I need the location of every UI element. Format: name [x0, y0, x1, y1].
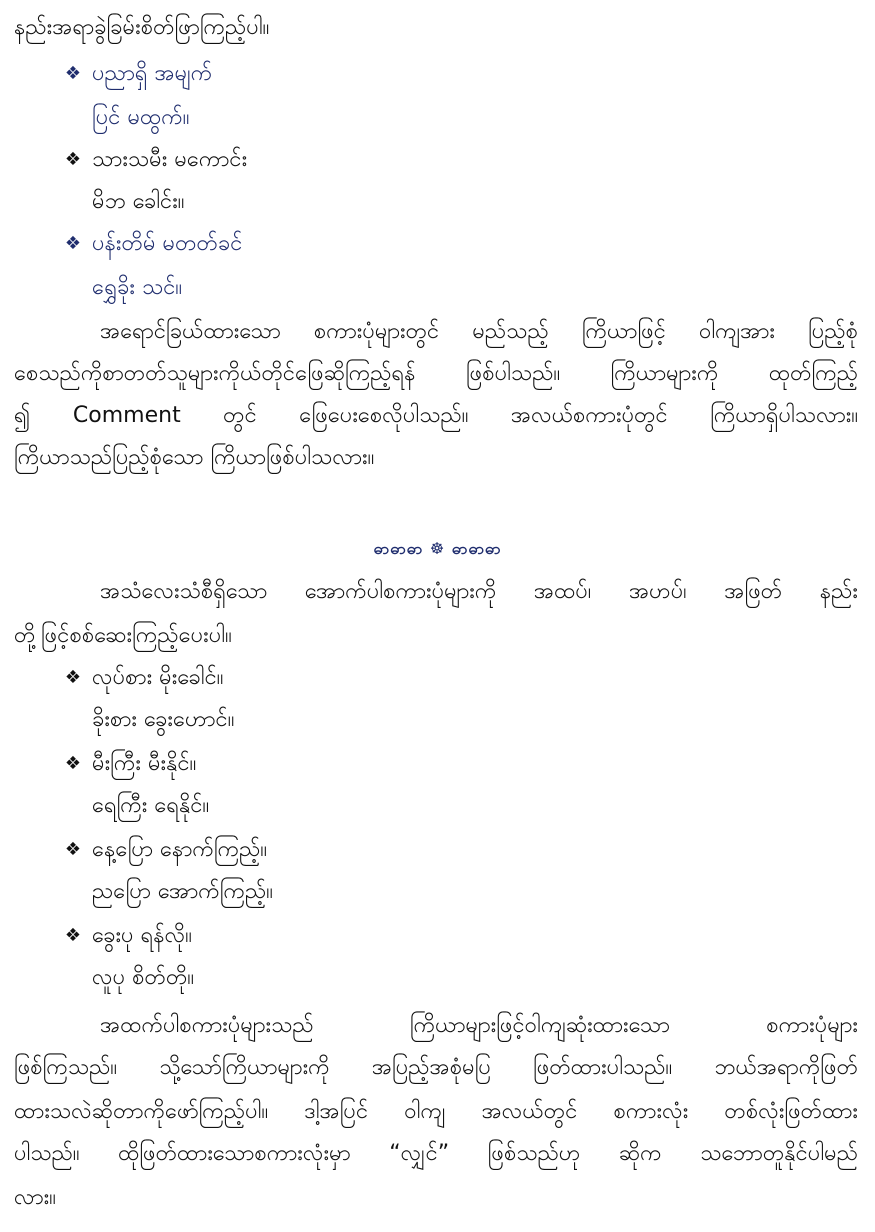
proverb-line: ခွေးပု ရန်လို။: [92, 923, 192, 948]
bullet-icon: ❖: [64, 839, 82, 860]
paragraph-line: ဖြစ်ကြသည်။ သို့သော်ကြိယာများကို အပြည့်အစုံမပြ ဖြတ်ထားပါသည်။ ဘယ်အရာကိုဖြတ်: [14, 1055, 858, 1080]
proverb-line: လုပ်စား မိုးခေါင်။: [92, 665, 224, 690]
bullet-icon: ❖: [64, 149, 82, 170]
proverb-line: ပညာရှိ အမျက်: [92, 61, 213, 86]
bullet-icon: ❖: [64, 753, 82, 774]
bullet-icon: ❖: [64, 233, 82, 254]
paragraph-line: ၍ Comment တွင် ဖြေပေးစေလိုပါသည်။ အလယ်စကားပုံတွင် ကြိယာရှိပါသလား။: [14, 403, 858, 428]
proverb-line: မီးကြီး မီးနိုင်။: [92, 751, 197, 776]
proverb-line: ညပြော အောက်ကြည့်။: [92, 879, 273, 904]
intro-line: နည်းအရာခွဲခြမ်းစိတ်ဖြာကြည့်ပါ။: [14, 15, 270, 40]
proverb-line: သားသမီး မကောင်း: [92, 147, 248, 172]
paragraph-line: တို့ဖြင့်စစ်ဆေးကြည့်ပေးပါ။: [14, 623, 232, 648]
proverb-line: ရွှေခိုး သင်။: [92, 275, 183, 300]
proverb-line: လူပု စိတ်တို။: [92, 965, 195, 990]
proverb-line: ပန်းတိမ် မတတ်ခင်: [92, 231, 243, 256]
paragraph-line: အထက်ပါစကားပုံများသည် ကြိယာများဖြင့်ဝါကျဆုံးထားသော စကားပုံများ: [100, 1013, 858, 1038]
bullet-icon: ❖: [64, 63, 82, 84]
proverb-line: မိဘ ခေါင်း။: [92, 189, 185, 214]
bullet-icon: ❖: [64, 925, 82, 946]
paragraph-line: အသံလေးသံစီရှိသော အောက်ပါစကားပုံများကို အထပ်၊ အဟပ်၊ အဖြတ် နည်း: [100, 579, 858, 604]
paragraph-line: ကြိယာသည်ပြည့်စုံသော ကြိယာဖြစ်ပါသလား။: [14, 445, 375, 470]
paragraph-line: အရောင်ခြယ်ထားသော စကားပုံများတွင် မည်သည့် ကြိယာဖြင့် ဝါကျအား ပြည့်စုံ: [100, 319, 858, 344]
proverb-line: ရေကြီး ရေနိုင်။: [92, 793, 210, 818]
section-divider-heading: ဓာဓာဓာ ☸ ဓာဓာဓာ: [373, 539, 502, 558]
proverb-line: ခိုးစား ခွေးဟောင်။: [92, 707, 235, 732]
paragraph-line: ထားသလဲဆိုတာကိုဖော်ကြည့်ပါ။ ဒါ့အပြင် ဝါကျ အလယ်တွင် စကားလုံး တစ်လုံးဖြတ်ထား: [14, 1099, 858, 1124]
proverb-line: နေ့ပြော နောက်ကြည့်။: [92, 837, 268, 862]
bullet-icon: ❖: [64, 667, 82, 688]
paragraph-line: လား။: [14, 1185, 56, 1210]
paragraph-line: ပါသည်။ ထိုဖြတ်ထားသောစကားလုံးမှာ “လျှင်” ဖြစ်သည်ဟု ဆိုက သဘောတူနိုင်ပါမည်: [14, 1141, 858, 1166]
proverb-line: ပြင် မထွက်။: [92, 105, 190, 130]
paragraph-line: စေသည်ကိုစာတတ်သူများကိုယ်တိုင်ဖြေဆိုကြည့်ရန် ဖြစ်ပါသည်။ ကြိယာများကို ထုတ်ကြည့်: [14, 361, 858, 386]
